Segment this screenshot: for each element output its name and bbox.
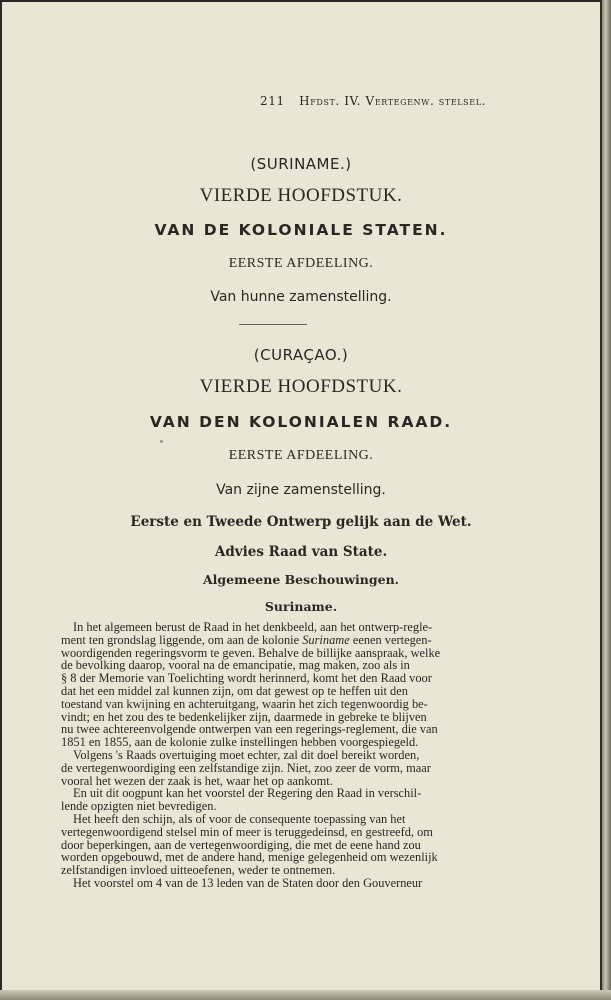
body-line: lende opzigten niet bevredigen.: [61, 799, 217, 814]
curacao-subtitle: Van zijne zamenstelling.: [216, 482, 386, 498]
body-line: nu twee achtereenvolgende ontwerpen van een regerings-reglement, die van: [61, 722, 438, 737]
section-divider: [239, 324, 307, 325]
curacao-part-heading: EERSTE AFDEELING.: [228, 448, 374, 463]
advice-heading: Advies Raad van State.: [214, 544, 388, 560]
curacao-chapter-title: VAN DEN KOLONIALEN RAAD.: [149, 413, 453, 431]
drafts-heading: Eerste en Tweede Ontwerp gelijk aan de Wet.: [130, 514, 472, 530]
body-line: 1851 en 1855, aan de kolonie zulke instellingen hebben voorgespiegeld.: [61, 735, 419, 750]
body-line: ment ten grondslag liggende, om aan de kolonie Suriname eenen vertegen-: [61, 632, 432, 647]
body-line: Volgens 's Raads overtuiging moet echter, zal dit doel bereikt worden,: [73, 747, 420, 762]
body-line: Het voorstel om 4 van de 13 leden van de Staten door den Gouverneur: [73, 875, 423, 890]
suriname-chapter-title: VAN DE KOLONIALE STATEN.: [154, 221, 448, 239]
body-line: § 8 der Memorie van Toelichting wordt herinnerd, komt het den Raad voor: [61, 671, 432, 686]
body-line: door beperkingen, aan de vertegenwoordiging, die met de eene hand zou: [61, 837, 421, 852]
italic-term: Suriname: [302, 632, 350, 647]
body-line: dat het een middel zal kunnen zijn, om dat gewest op te heffen uit den: [61, 683, 408, 698]
body-line: zelfstandigen invloed uitteoefenen, weder te ontnemen.: [61, 863, 336, 878]
general-considerations-heading: Algemeene Beschouwingen.: [202, 572, 400, 587]
running-title: Hfdst. IV. Vertegenw. stelsel.: [299, 94, 487, 108]
body-line: de bevolking daarop, vooral na de emancipatie, mag maken, zoo als in: [61, 658, 410, 673]
suriname-chapter-heading: VIERDE HOOFDSTUK.: [199, 185, 403, 206]
body-line: de vertegenwoordiging een zelfstandige zijn. Niet, zoo zeer de vorm, maar: [61, 760, 431, 775]
suriname-region-label: (SURINAME.): [250, 155, 352, 173]
suriname-subtitle: Van hunne zamenstelling.: [210, 289, 392, 305]
body-line: woordigenden regeringsvorm te geven. Behalve de billijke aanspraak, welke: [61, 645, 441, 660]
page-number: 211: [260, 94, 285, 108]
running-header: [260, 94, 486, 108]
book-page: [2, 2, 600, 990]
paper-blemish: [160, 440, 163, 443]
body-line: vertegenwoordigend stelsel min of meer is teruggedeinsd, en gestreefd, om: [61, 824, 433, 839]
body-line: Het heeft den schijn, als of voor de consequente toepassing van het: [73, 811, 406, 826]
curacao-region-label: (CURAÇAO.): [253, 346, 349, 364]
body-line: vooral het wezen der zaak is het, waar het op aankomt.: [61, 773, 333, 788]
suriname-part-heading: EERSTE AFDEELING.: [228, 256, 374, 271]
body-line: worden opgebouwd, met de andere hand, menige gelegenheid om wezenlijk: [61, 850, 438, 865]
curacao-chapter-heading: VIERDE HOOFDSTUK.: [199, 376, 403, 397]
book-spine-edge: [602, 0, 611, 1000]
body-line: In het algemeen berust de Raad in het denkbeeld, aan het ontwerp-regle-: [73, 620, 433, 634]
body-line: vindt; en het zou des te bedenkelijker zijn, daarmede in gebreke te blijven: [61, 709, 427, 724]
page-bottom-edge: [0, 990, 611, 1000]
body-paragraphs: [61, 621, 485, 890]
body-line: toestand van kwijning en achteruitgang, waarin het zich tegenwoordig be-: [61, 696, 428, 711]
body-line: En uit dit oogpunt kan het voorstel der Regering den Raad in verschil-: [73, 786, 422, 801]
colony-heading: Suriname.: [264, 599, 338, 614]
